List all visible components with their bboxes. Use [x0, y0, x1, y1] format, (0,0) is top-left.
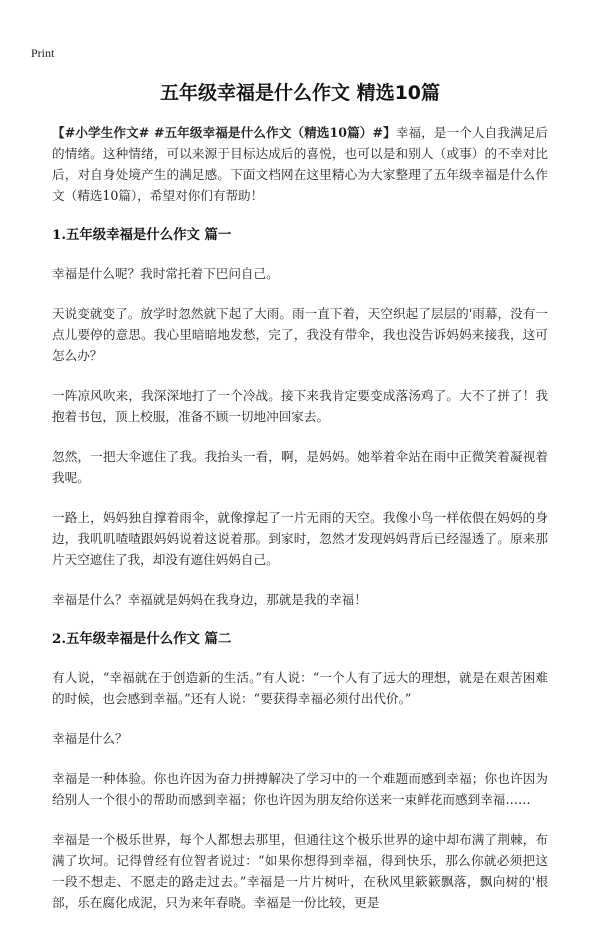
paragraph: 幸福是一种体验。你也许因为奋力拼搏解决了学习中的一个难题而感到幸福；你也许因为给别人一个很小的帮助而感到幸福；你也许因为朋友给你送来一束鲜花而感到幸福…… — [52, 771, 548, 807]
paragraph: 一路上，妈妈独自撑着雨伞，就像撑起了一片无雨的天空。我像小鸟一样依偎在妈妈的身边，我叽叽喳喳跟妈妈说着这说着那。到家时，忽然才发现妈妈背后已经湿透了。原来那片天空遮住了我，却没有遮住妈妈自己。 — [52, 510, 548, 567]
intro-paragraph — [52, 122, 548, 206]
section-heading: 1.五年级幸福是什么作文 篇一 — [52, 227, 232, 243]
paragraph: 天说变就变了。放学时忽然就下起了大雨。雨一直下着，天空织起了层层的'雨幕，没有一点儿要停的意思。我心里暗暗地发愁，完了，我没有带伞，我也没告诉妈妈来接我，这可怎么办？ — [52, 306, 548, 363]
page-title: 五年级幸福是什么作文 精选10篇 — [159, 82, 441, 104]
paragraph: 幸福是一个极乐世界，每个人都想去那里，但通往这个极乐世界的途中却布满了荆棘，布满了坎坷。记得曾经有位智者说过：“如果你想得到幸福，得到快乐，那么你就必须把这一段不想走、不愿走的路走过去。”幸福是一片片树叶，在秋风里簌簌飘落，飘向树的'根部，乐在腐化成泥，只为来年春晓。幸福是一份比较，更是 — [52, 832, 548, 910]
paragraph: 幸福是什么？幸福就是妈妈在我身边，那就是我的幸福！ — [52, 592, 367, 607]
paragraph: 幸福是什么呢？我时常托着下巴问自己。 — [52, 266, 279, 281]
section-heading: 2.五年级幸福是什么作文 篇二 — [52, 631, 232, 647]
print-link[interactable]: Print — [31, 46, 55, 60]
intro-tag: 【#小学生作文# #五年级幸福是什么作文（精选10篇）#】 — [52, 125, 396, 140]
paragraph: 幸福是什么？ — [52, 731, 128, 746]
paragraph: 忽然，一把大伞遮住了我。我抬头一看，啊，是妈妈。她举着伞站在雨中正微笑着凝视着我呢。 — [52, 449, 548, 485]
paragraph: 一阵凉风吹来，我深深地打了一个冷战。接下来我肯定要变成落汤鸡了。大不了拼了！我抱着书包，顶上校服，准备不顾一切地冲回家去。 — [52, 388, 548, 424]
intro-text: 幸福，是一个人自我满足后的情绪。这种情绪，可以来源于目标达成后的喜悦，也可以是和别人（或事）的不幸对比后，对自身处境产生的满足感。下面文档网在这里精心为大家整理了五年级幸福是什么作文（精选10篇），希望对你们有帮助！ — [52, 125, 549, 203]
article-content — [52, 122, 548, 932]
paragraph: 有人说，“幸福就在于创造新的生活。”有人说：“一个人有了远大的理想，就是在艰苦困难的时候，也会感到幸福。”还有人说：“要获得幸福必须付出代价。” — [52, 670, 548, 706]
